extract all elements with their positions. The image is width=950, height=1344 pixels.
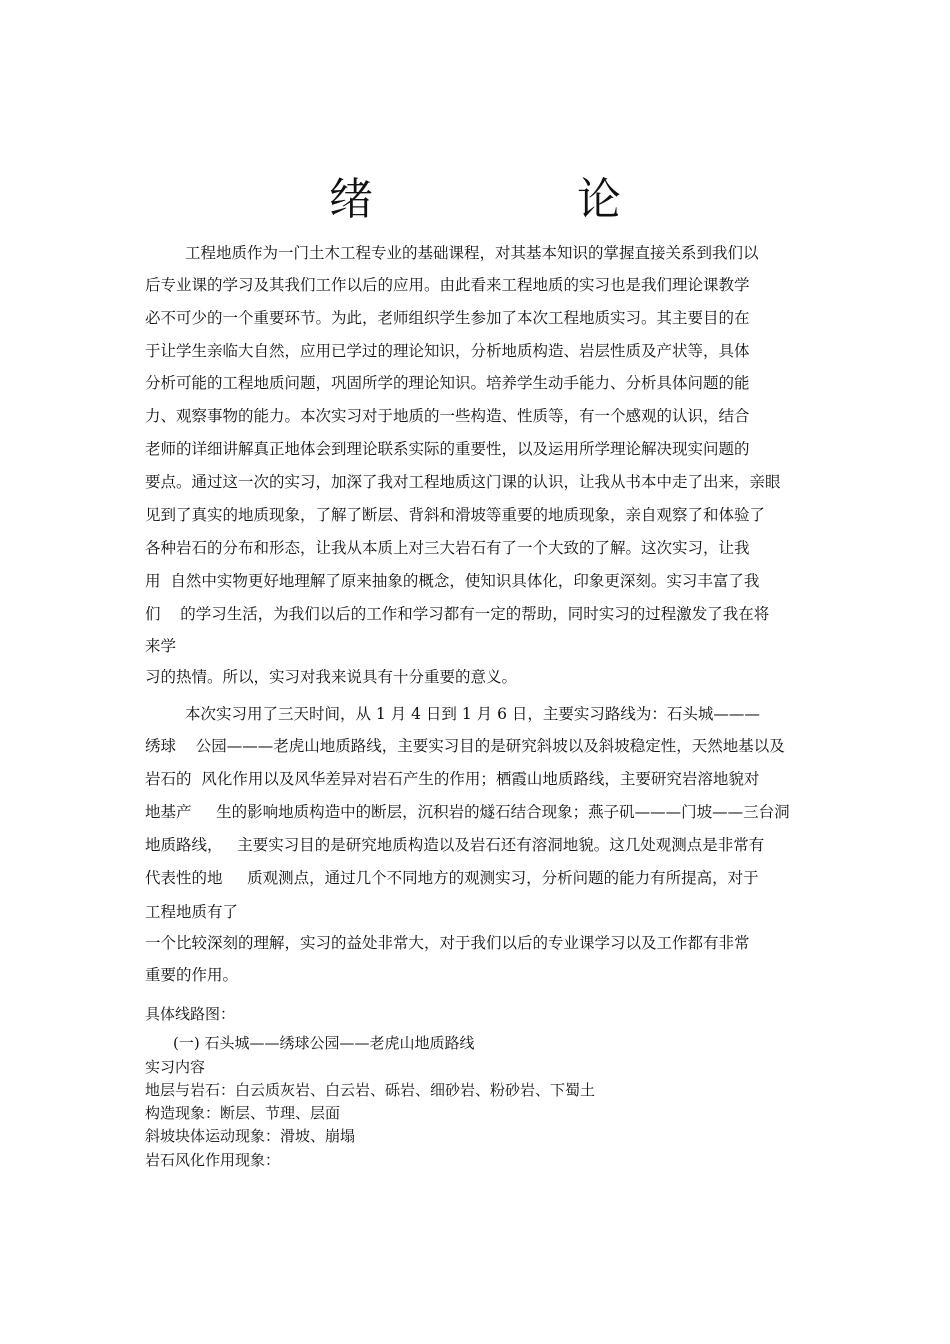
paragraph2-line: 重要的作用。 [145,966,239,984]
paragraph2-line: 代表性的地 质观测点，通过几个不同地方的观测实习，分析问题的能力有所提高，对于 [145,869,759,887]
page-title: 绪 论 [329,174,701,225]
paragraph1-line: 于让学生亲临大自然，应用已学过的理论知识，分析地质构造、岩层性质及产状等，具体 [145,342,750,360]
paragraph1-line: 见到了真实的地质现象，了解了断层、背斜和滑坡等重要的地质现象，亲自观察了和体验了 [145,506,766,524]
paragraph1-line: 力、观察事物的能力。本次实习对于地质的一些构造、性质等，有一个感观的认识，结合 [145,407,750,425]
paragraph2-line: 本次实习用了三天时间，从 1 月 4 日到 1 月 6 日，主要实习路线为：石头城——— [185,705,760,723]
paragraph2-line: 岩石的 风化作用以及风华差异对岩石产生的作用；栖霞山地质路线，主要研究岩溶地貌对 [145,770,760,788]
paragraph1-line: 必不可少的一个重要环节。为此，老师组织学生参加了本次工程地质实习。其主要目的在 [145,309,750,327]
route1-item: 构造现象：断层、节理、层面 [145,1104,341,1122]
route1-item: 岩石风化作用现象： [145,1151,281,1169]
paragraph1-line: 各种岩石的分布和形态，让我从本质上对三大岩石有了一个大致的了解。这次实习，让我 [145,539,750,557]
route1-title: (一) 石头城——绣球公园——老虎山地质路线 [173,1034,475,1052]
paragraph2-line: 工程地质有了 [145,903,239,921]
paragraph2-line: 一个比较深刻的理解，实习的益处非常大，对于我们以后的专业课学习以及工作都有非常 [145,934,750,952]
paragraph2-line: 地基产 生的影响地质构造中的断层，沉积岩的燧石结合现象；燕子矶———门坡——三台洞 [145,803,790,821]
paragraph1-line: 要点。通过这一次的实习，加深了我对工程地质这门课的认识，让我从书本中走了出来，亲眼 [145,473,781,491]
paragraph1-line: 习的热情。所以，实习对我来说具有十分重要的意义。 [145,668,518,686]
route-heading: 具体线路图： [145,1005,236,1023]
route1-item: 实习内容 [145,1058,206,1076]
route1-item: 地层与岩石：白云质灰岩、白云岩、砾岩、细砂岩、粉砂岩、下蜀土 [145,1081,596,1099]
route1-item: 斜坡块体运动现象：滑坡、崩塌 [145,1127,356,1145]
paragraph1-line: 老师的详细讲解真正地体会到理论联系实际的重要性，以及运用所学理论解决现实问题的 [145,440,750,458]
paragraph2-line: 地质路线， 主要实习目的是研究地质构造以及岩石还有溶洞地貌。这几处观测点是非常有 [145,836,765,854]
paragraph1-line: 用 自然中实物更好地理解了原来抽象的概念，使知识具体化，印象更深刻。实习丰富了我 [145,572,760,590]
paragraph1-line: 们 的学习生活，为我们以后的工作和学习都有一定的帮助，同时实习的过程激发了我在将 [145,605,770,623]
paragraph1-line: 来学 [145,637,177,655]
paragraph1-line: 分析可能的工程地质问题，巩固所学的理论知识。培养学生动手能力、分析具体问题的能 [145,374,750,392]
paragraph1-line: 后专业课的学习及其我们工作以后的应用。由此看来工程地质的实习也是我们理论课教学 [145,276,750,294]
paragraph1-line: 工程地质作为一门土木工程专业的基础课程，对其基本知识的掌握直接关系到我们以 [185,244,759,262]
paragraph2-line: 绣球 公园———老虎山地质路线，主要实习目的是研究斜坡以及斜坡稳定性，天然地基以及 [145,737,785,755]
